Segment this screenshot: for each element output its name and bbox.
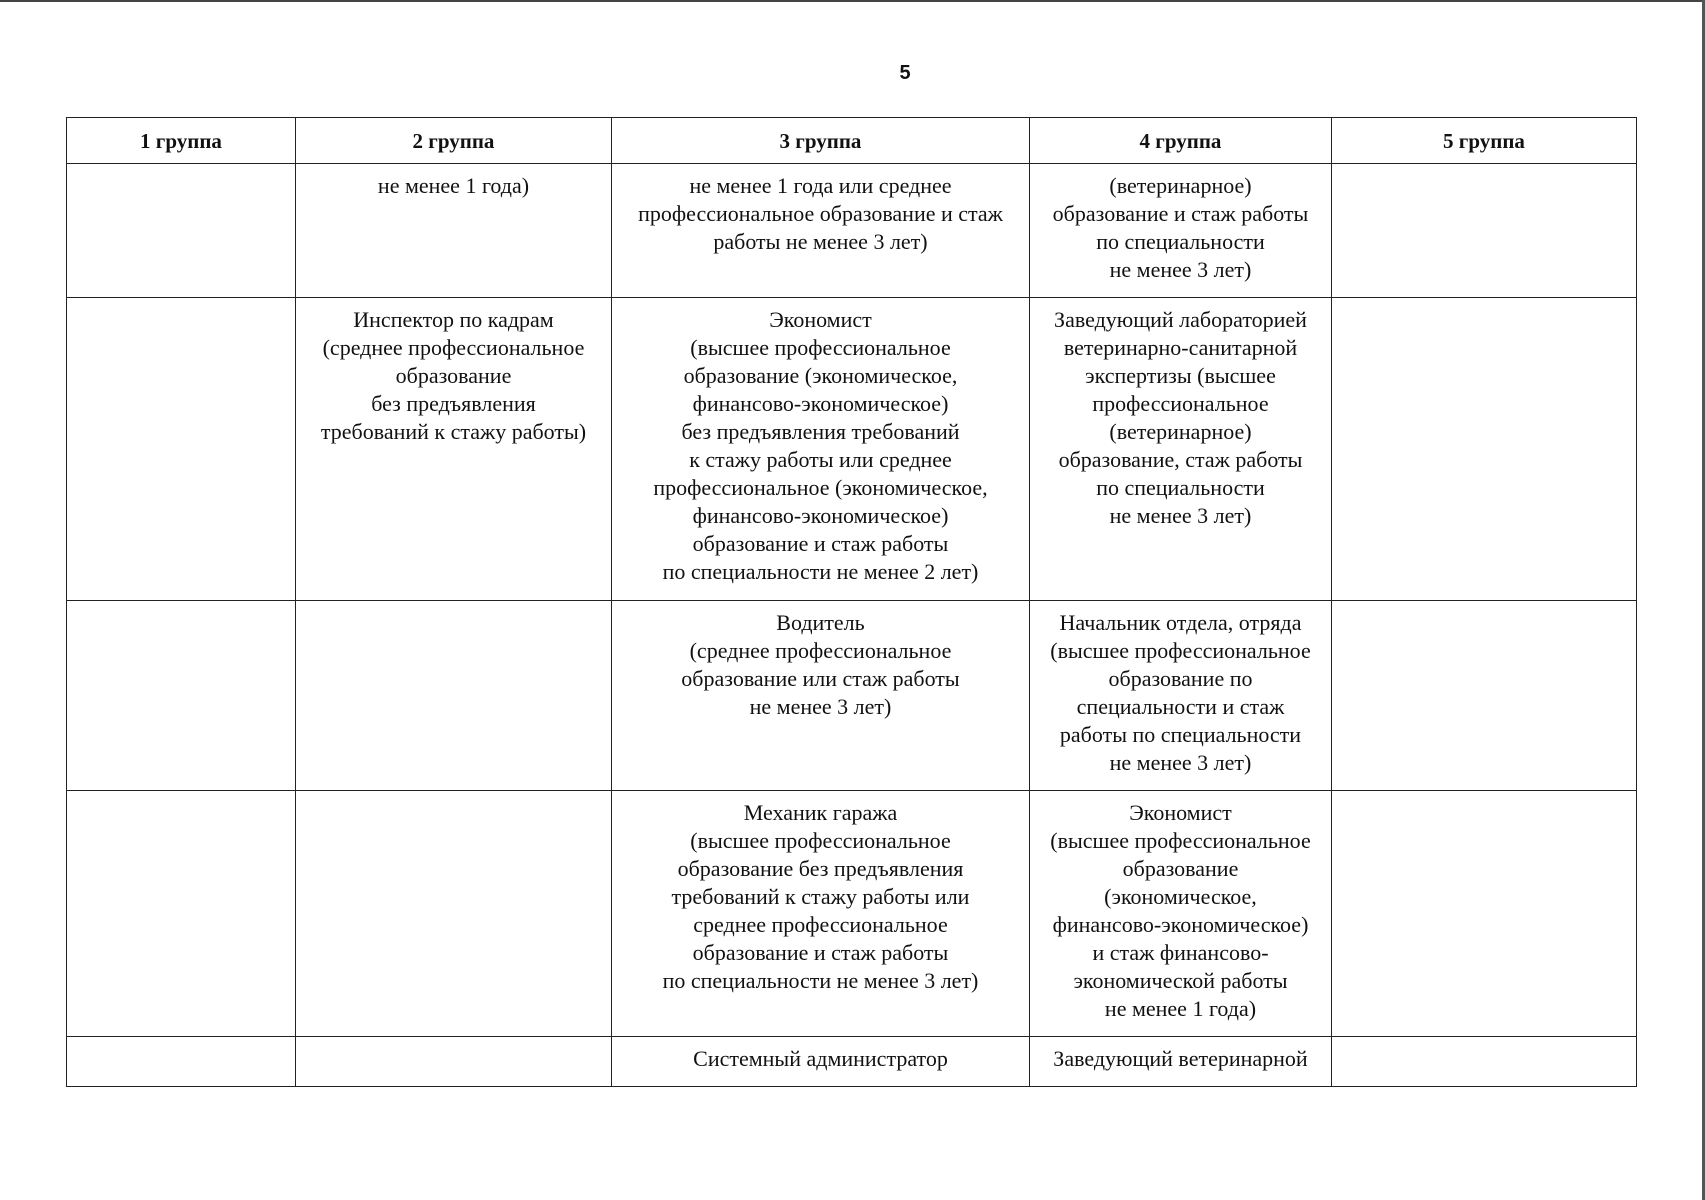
- table-cell: [67, 298, 296, 601]
- cell-text: не менее 1 года): [377, 173, 530, 198]
- cell-text: Заведующий лабораторией ветеринарно-санитарной экспертизы (высшее профессиональное (ветеринарное) образование, стаж работы по специальности не менее 3 лет): [1054, 307, 1307, 528]
- cell-text: Водитель (среднее профессиональное образование или стаж работы не менее 3 лет): [681, 610, 960, 719]
- table-cell: [612, 791, 1030, 1037]
- table-cell: [1332, 601, 1637, 791]
- table-row: [67, 164, 1637, 298]
- table-cell: [67, 601, 296, 791]
- table-cell: [1332, 791, 1637, 1037]
- table-cell: [1030, 298, 1332, 601]
- table-cell: [296, 1037, 612, 1087]
- table-cell: [1332, 1037, 1637, 1087]
- table-cell: [67, 1037, 296, 1087]
- table-cell: [296, 298, 612, 601]
- table-row: [67, 298, 1637, 601]
- table-row: [67, 601, 1637, 791]
- cell-text: Экономист (высшее профессиональное образование (экономическое, финансово-экономическое) без предъявления требований к стажу работы или среднее профессиональное (экономическое, финансово-экономическое) образование и стаж работы по специальности не менее 2 лет): [653, 307, 988, 584]
- table-row: [67, 791, 1637, 1037]
- page-edge-top: [0, 0, 1705, 2]
- table-cell: [67, 164, 296, 298]
- table-cell: [612, 164, 1030, 298]
- header-group-2: 2 группа: [296, 118, 612, 164]
- cell-text: Системный администратор: [693, 1046, 948, 1071]
- header-group-1: 1 группа: [67, 118, 296, 164]
- table-cell: [1030, 791, 1332, 1037]
- header-group-4: 4 группа: [1030, 118, 1332, 164]
- cell-text: Заведующий ветеринарной: [1053, 1046, 1308, 1071]
- table-cell: [67, 791, 296, 1037]
- table-cell: [296, 164, 612, 298]
- cell-text: (ветеринарное) образование и стаж работы по специальности не менее 3 лет): [1052, 173, 1309, 282]
- table-row: [67, 1037, 1637, 1087]
- qualification-groups-table: [66, 117, 1637, 1087]
- table-cell: [1332, 298, 1637, 601]
- table-cell: [296, 791, 612, 1037]
- header-group-5: 5 группа: [1332, 118, 1637, 164]
- table-cell: [612, 1037, 1030, 1087]
- table-cell: [1030, 164, 1332, 298]
- table-cell: [1332, 164, 1637, 298]
- table-cell: [1030, 601, 1332, 791]
- cell-text: Экономист (высшее профессиональное образование (экономическое, финансово-экономическое) и стаж финансово- экономической работы не менее 1 года): [1050, 800, 1311, 1021]
- cell-text: не менее 1 года или среднее профессиональное образование и стаж работы не менее 3 лет): [638, 173, 1003, 254]
- table-cell: [1030, 1037, 1332, 1087]
- table-cell: [612, 298, 1030, 601]
- cell-text: Инспектор по кадрам (среднее профессиональное образование без предъявления требований к стажу работы): [320, 307, 587, 444]
- page-number: 5: [899, 62, 911, 84]
- header-row: [67, 118, 1637, 164]
- cell-text: Механик гаража (высшее профессиональное образование без предъявления требований к стажу работы или среднее профессиональное образование и стаж работы по специальности не менее 3 лет): [662, 800, 979, 993]
- header-group-3: 3 группа: [612, 118, 1030, 164]
- cell-text: Начальник отдела, отряда (высшее профессиональное образование по специальности и стаж работы по специальности не менее 3 лет): [1050, 610, 1311, 775]
- table-cell: [296, 601, 612, 791]
- table-cell: [612, 601, 1030, 791]
